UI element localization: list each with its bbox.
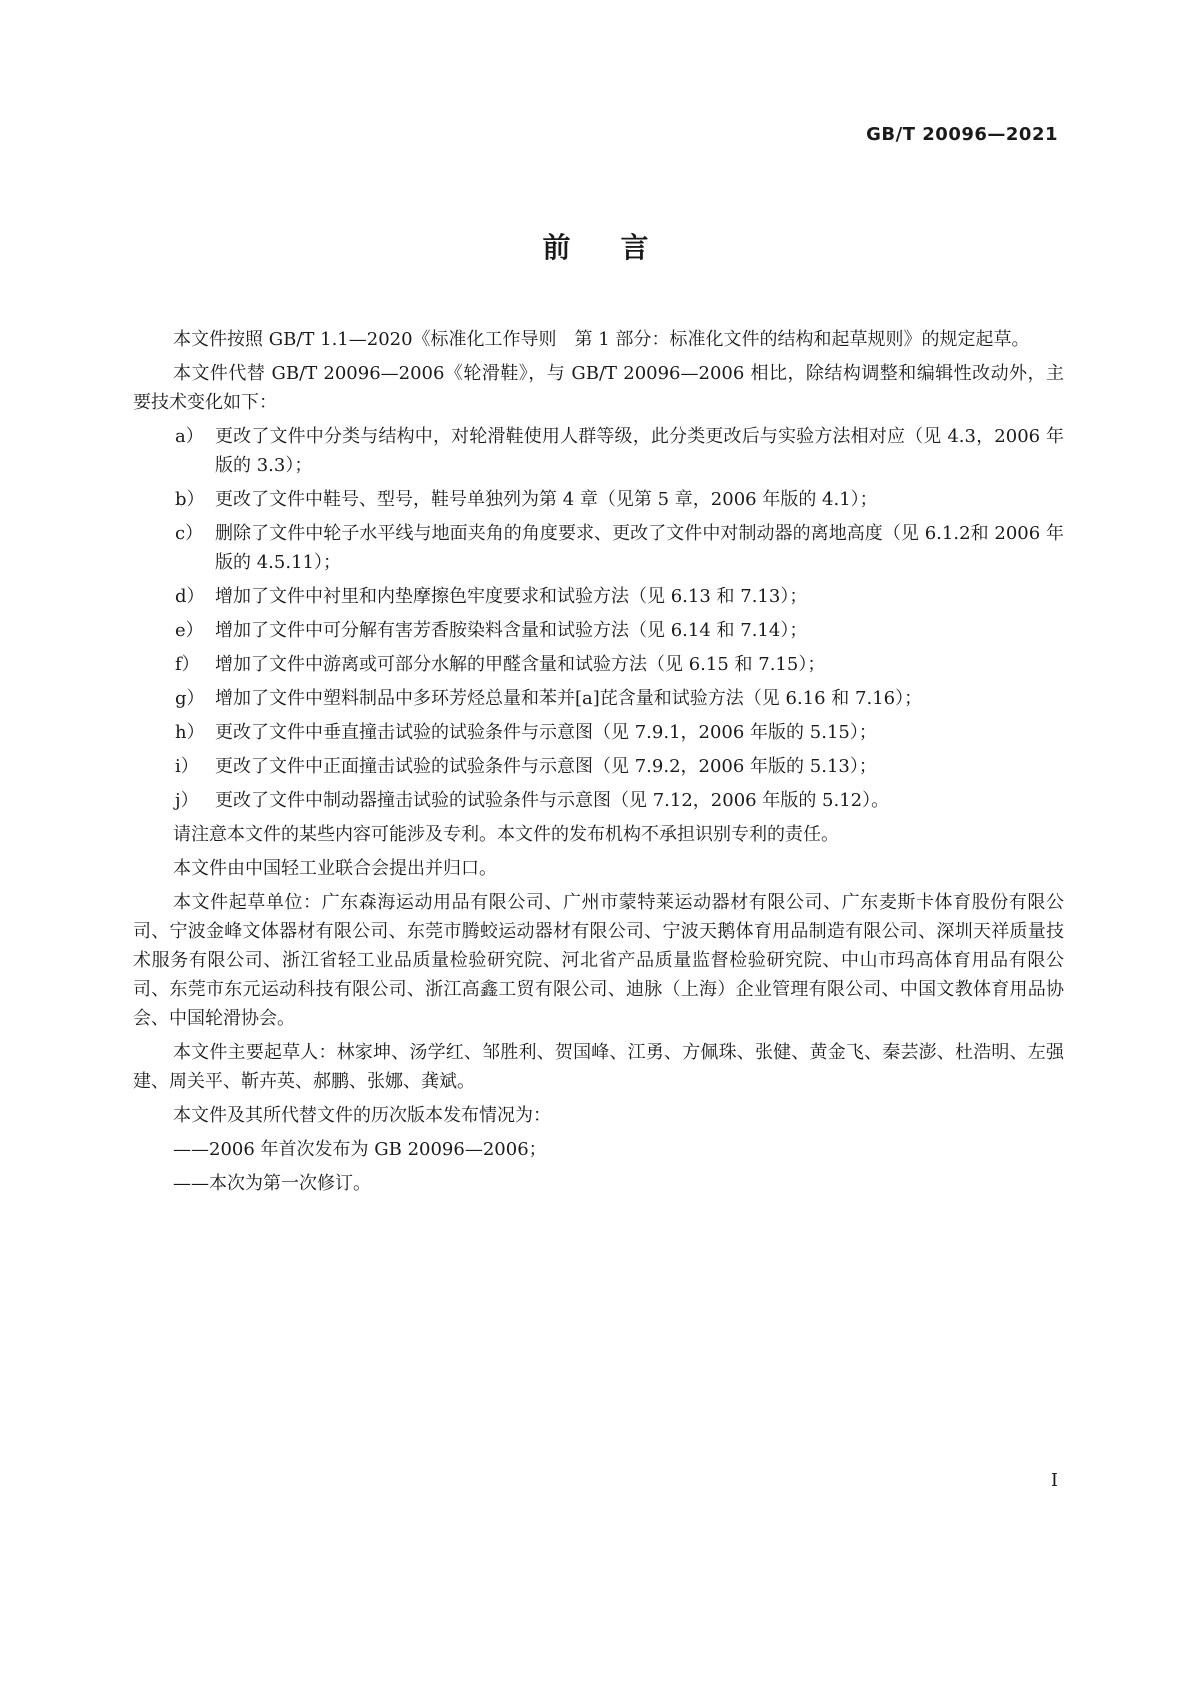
list-item (133, 786, 1064, 815)
list-item-text: 增加了文件中游离或可部分水解的甲醛含量和试验方法（见 6.15 和 7.15）； (215, 654, 826, 675)
list-item (133, 519, 1064, 577)
list-item (133, 684, 1064, 713)
page-title: 前言 (542, 231, 699, 264)
page-number: I (1050, 1470, 1058, 1491)
list-item-label: c） (175, 523, 204, 544)
list-item-label: j） (175, 790, 199, 811)
list-item (133, 650, 1064, 679)
paragraph-drafters: 本文件主要起草人：林家坤、汤学红、邹胜利、贺国峰、江勇、方佩珠、张健、黄金飞、秦芸澎、杜浩明、左强建、周关平、靳卉英、郝鹏、张娜、龚斌。 (133, 1042, 1064, 1092)
list-item-text: 更改了文件中鞋号、型号，鞋号单独列为第 4 章（见第 5 章，2006 年版的 4.1）； (215, 489, 878, 510)
list-item-text: 增加了文件中可分解有害芳香胺染料含量和试验方法（见 6.14 和 7.14）； (215, 620, 808, 641)
list-item (133, 485, 1064, 514)
list-item-label: i） (175, 756, 199, 777)
history-item: ——本次为第一次修订。 (173, 1173, 371, 1194)
list-item (133, 616, 1064, 645)
list-item-label: h） (175, 722, 205, 743)
change-list (133, 422, 1064, 815)
list-item-text: 更改了文件中制动器撞击试验的试验条件与示意图（见 7.12，2006 年版的 5.12）。 (215, 790, 890, 811)
history-item: ——2006 年首次发布为 GB 20096—2006； (173, 1139, 547, 1160)
list-item-label: e） (175, 620, 204, 641)
document-body (133, 325, 1064, 1203)
list-item (133, 752, 1064, 781)
list-item-label: a） (175, 426, 204, 447)
list-item (133, 718, 1064, 747)
list-item-text: 更改了文件中垂直撞击试验的试验条件与示意图（见 7.9.1，2006 年版的 5.15）； (215, 722, 877, 743)
list-item-text: 删除了文件中轮子水平线与地面夹角的角度要求、更改了文件中对制动器的离地高度（见 6.1.2和 2006 年版的 4.5.11）； (215, 523, 1064, 573)
paragraph-drafting-units: 本文件起草单位：广东森海运动用品有限公司、广州市蒙特莱运动器材有限公司、广东麦斯卡体育股份有限公司、宁波金峰文体器材有限公司、东莞市腾蛟运动器材有限公司、宁波天鹅体育用品制造有限公司、深圳天祥质量技术服务有限公司、浙江省轻工业品质量检验研究院、河北省产品质量监督检验研究院、中山市玛高体育用品有限公司、东莞市东元运动科技有限公司、浙江高鑫工贸有限公司、迪脉（上海）企业管理有限公司、中国文教体育用品协会、中国轮滑协会。 (133, 892, 1064, 1029)
standard-number: GB/T 20096—2021 (866, 124, 1058, 145)
paragraph-version-history: 本文件及其所代替文件的历次版本发布情况为： (173, 1105, 551, 1126)
list-item-text: 更改了文件中正面撞击试验的试验条件与示意图（见 7.9.2，2006 年版的 5.13）； (215, 756, 877, 777)
list-item-text: 更改了文件中分类与结构中，对轮滑鞋使用人群等级，此分类更改后与实验方法相对应（见 4.3，2006 年版的 3.3）； (215, 426, 1064, 476)
list-item-label: f） (175, 654, 200, 675)
list-item-text: 增加了文件中衬里和内垫摩擦色牢度要求和试验方法（见 6.13 和 7.13）； (215, 586, 808, 607)
list-item-label: d） (175, 586, 205, 607)
list-item-text: 增加了文件中塑料制品中多环芳烃总量和苯并[a]芘含量和试验方法（见 6.16 和 7.16）； (215, 688, 923, 709)
paragraph-patent-notice: 请注意本文件的某些内容可能涉及专利。本文件的发布机构不承担识别专利的责任。 (173, 824, 839, 845)
paragraph-proposer: 本文件由中国轻工业联合会提出并归口。 (173, 858, 497, 879)
list-item (133, 582, 1064, 611)
paragraph-replacement: 本文件代替 GB/T 20096—2006《轮滑鞋》，与 GB/T 20096—2006 相比，除结构调整和编辑性改动外，主要技术变化如下： (133, 363, 1064, 413)
list-item-label: g） (175, 688, 205, 709)
paragraph-drafting-rules: 本文件按照 GB/T 1.1—2020《标准化工作导则 第 1 部分：标准化文件的结构和起草规则》的规定起草。 (173, 329, 1030, 350)
list-item (133, 422, 1064, 480)
list-item-label: b） (175, 489, 205, 510)
